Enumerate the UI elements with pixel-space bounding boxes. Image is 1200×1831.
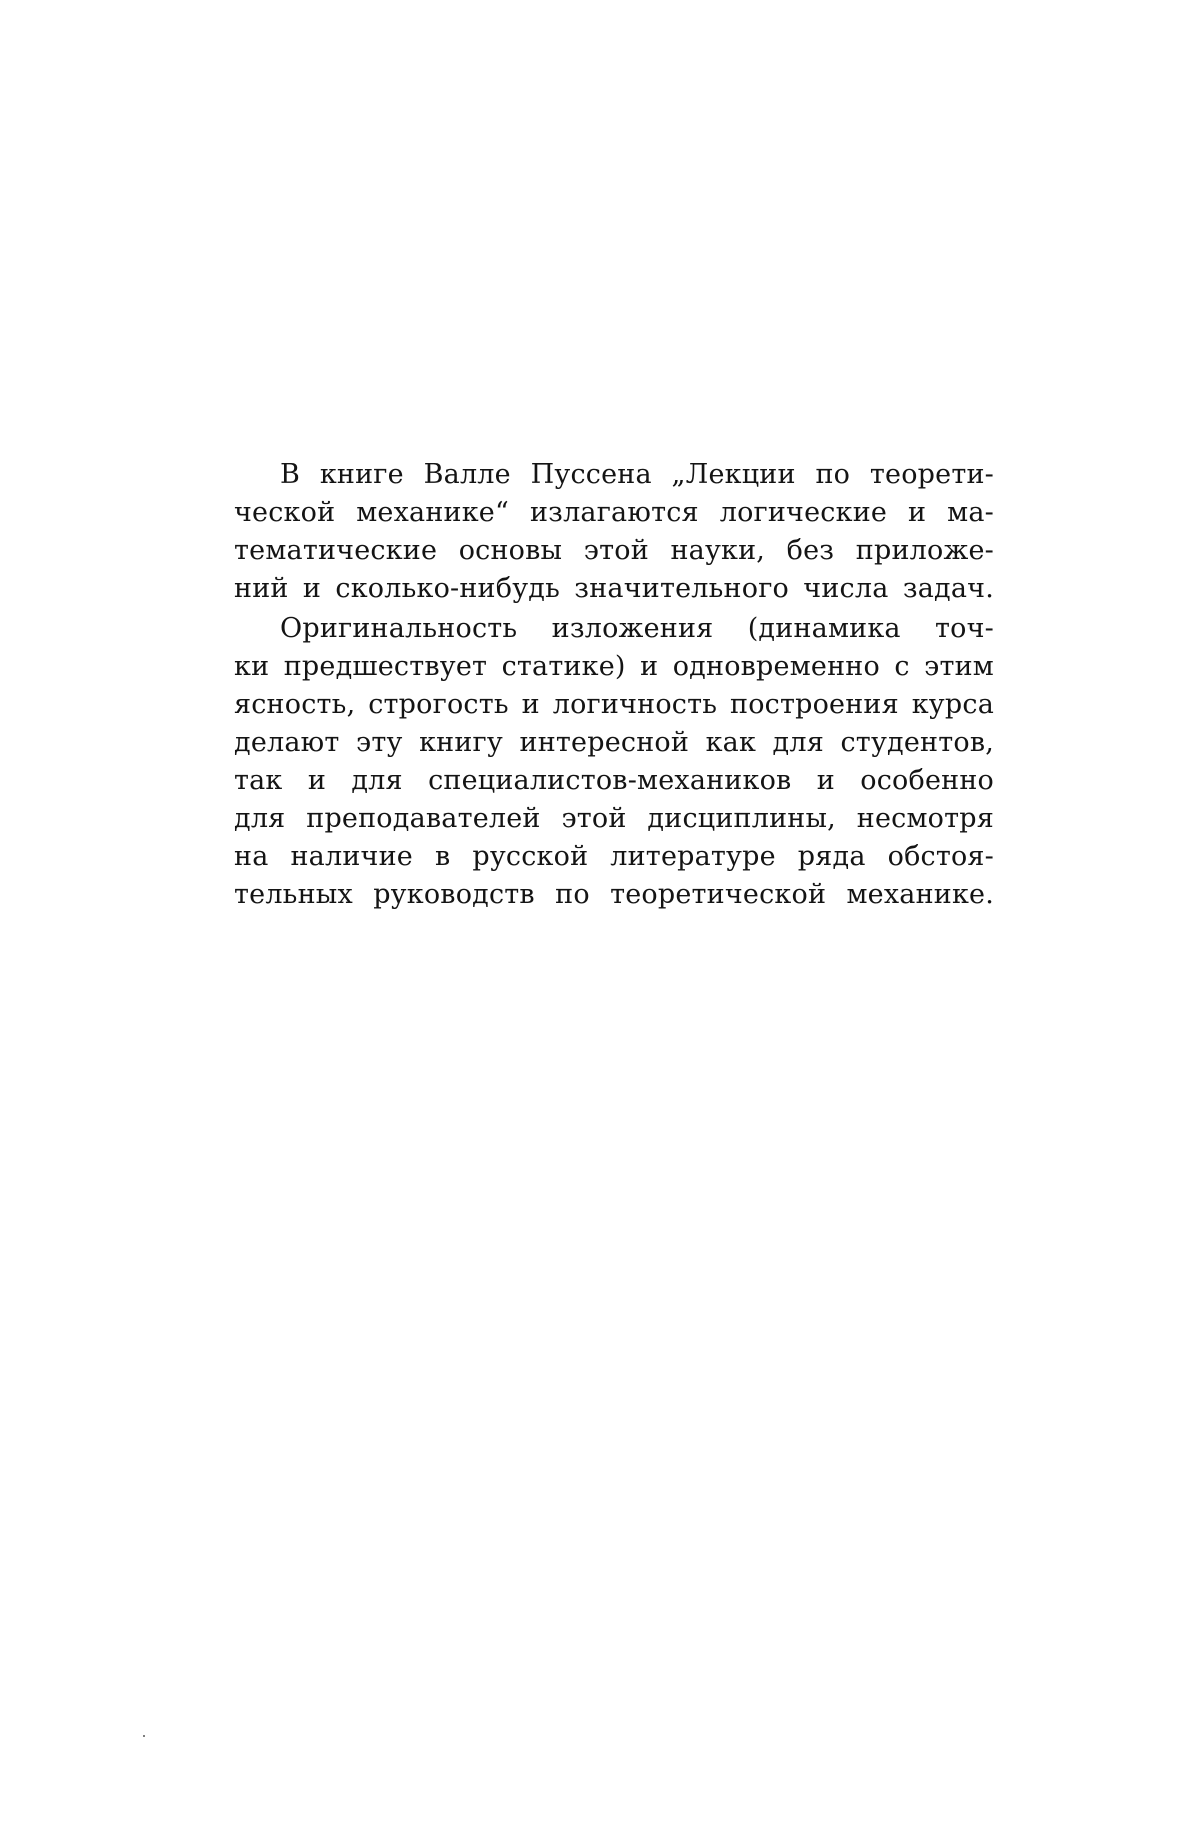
text-line: тельных руководств по теоретической механике. bbox=[234, 879, 994, 910]
text-line: Оригинальность изложения (динамика точ- bbox=[280, 613, 994, 644]
text-line: ки предшествует статике) и одновременно с этим bbox=[234, 651, 994, 682]
paragraph-2 bbox=[234, 610, 994, 914]
text-line: на наличие в русской литературе ряда обстоя- bbox=[234, 841, 994, 872]
annotation-text bbox=[234, 456, 994, 914]
text-line: для преподавателей этой дисциплины, несмотря bbox=[234, 803, 994, 834]
text-line: ясность, строгость и логичность построения курса bbox=[234, 689, 994, 720]
text-line: так и для специалистов-механиков и особенно bbox=[234, 765, 994, 796]
text-line: ний и сколько-нибудь значительного числа задач. bbox=[234, 573, 994, 604]
text-line: В книге Валле Пуссена „Лекции по теорети- bbox=[280, 459, 994, 490]
paragraph-1 bbox=[234, 456, 994, 608]
text-line: ческой механике“ излагаются логические и ма- bbox=[234, 497, 994, 528]
text-line: тематические основы этой науки, без приложе- bbox=[234, 535, 994, 566]
print-speck bbox=[143, 1735, 145, 1737]
text-line: делают эту книгу интересной как для студентов, bbox=[234, 727, 994, 758]
